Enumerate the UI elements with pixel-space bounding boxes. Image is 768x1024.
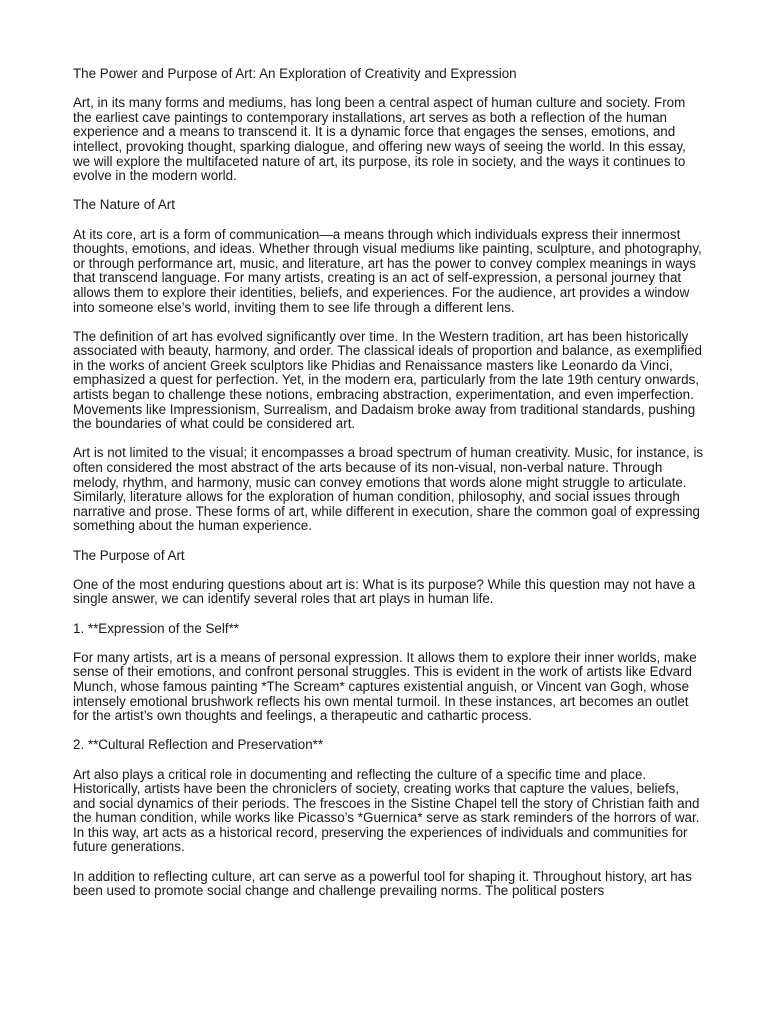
intro-paragraph: Art, in its many forms and mediums, has long been a central aspect of human culture and society. From the earliest cave paintings to contemporary installations, art serves as both a reflection of the human experience and a means to transcend it. It is a dynamic force that engages the senses, emotions, and intellect, provoking thought, sparking dialogue, and offering new ways of seeing the world. In this essay, we will explore the multifaceted nature of art, its purpose, its role in society, and the ways it continues to evolve in the modern world. (73, 95, 686, 184)
paragraph: The definition of art has evolved significantly over time. In the Western tradition, art has been historically associated with beauty, harmony, and order. The classical ideals of proportion and balance, as exemplified in the works of ancient Greek sculptors like Phidias and Renaissance masters like Leonardo da Vinci, emphasized a quest for perfection. Yet, in the modern era, particularly from the late 19th century onwards, artists began to challenge these notions, embracing abstraction, experimentation, and even imperfection. Movements like Impressionism, Surrealism, and Dadaism broke away from traditional standards, pushing the boundaries of what could be considered art. (73, 328, 702, 432)
paragraph: Art also plays a critical role in documenting and reflecting the culture of a specific time and place. Historically, artists have been the chroniclers of society, creating works that capture the values, beliefs, and social dynamics of their periods. The frescoes in the Sistine Chapel tell the story of Christian faith and the human condition, while works like Picasso’s *Guernica* serve as stark reminders of the horrors of war. In this way, art acts as a historical record, preserving the experiences of individuals and communities for future generations. (73, 766, 700, 855)
paragraph: At its core, art is a form of communication—a means through which individuals express their innermost thoughts, emotions, and ideas. Whether through visual mediums like painting, sculpture, and photography, or through performance art, music, and literature, art has the power to convey complex meanings in ways that transcend language. For many artists, creating is an act of self-expression, a personal journey that allows them to explore their identities, beliefs, and experiences. For the audience, art provides a window into someone else’s world, inviting them to see life through a different lens. (73, 226, 702, 315)
list-item-heading-expression: 1. **Expression of the Self** (73, 620, 239, 636)
section-heading-nature-of-art: The Nature of Art (73, 197, 175, 213)
section-heading-purpose-of-art: The Purpose of Art (73, 547, 185, 563)
paragraph: One of the most enduring questions about art is: What is its purpose? While this question may not have a single answer, we can identify several roles that art plays in human life. (73, 576, 696, 607)
paragraph: In addition to reflecting culture, art can serve as a powerful tool for shaping it. Throughout history, art has been used to promote social change and challenge prevailing norms. The political posters (73, 868, 692, 899)
document-page (73, 67, 705, 913)
list-item-heading-cultural-reflection: 2. **Cultural Reflection and Preservation** (73, 737, 324, 753)
document-title: The Power and Purpose of Art: An Exploration of Creativity and Expression (73, 66, 517, 81)
paragraph: For many artists, art is a means of personal expression. It allows them to explore their inner worlds, make sense of their emotions, and confront personal struggles. This is evident in the work of artists like Edvard Munch, whose famous painting *The Scream* captures existential anguish, or Vincent van Gogh, whose intensely emotional brushwork reflects his own mental turmoil. In these instances, art becomes an outlet for the artist’s own thoughts and feelings, a therapeutic and cathartic process. (73, 649, 697, 724)
paragraph: Art is not limited to the visual; it encompasses a broad spectrum of human creativity. Music, for instance, is often considered the most abstract of the arts because of its non-visual, non-verbal nature. Through melody, rhythm, and harmony, music can convey emotions that words alone might struggle to articulate. Similarly, literature allows for the exploration of human condition, philosophy, and social issues through narrative and prose. These forms of art, while different in execution, share the common goal of expressing something about the human experience. (73, 445, 704, 534)
